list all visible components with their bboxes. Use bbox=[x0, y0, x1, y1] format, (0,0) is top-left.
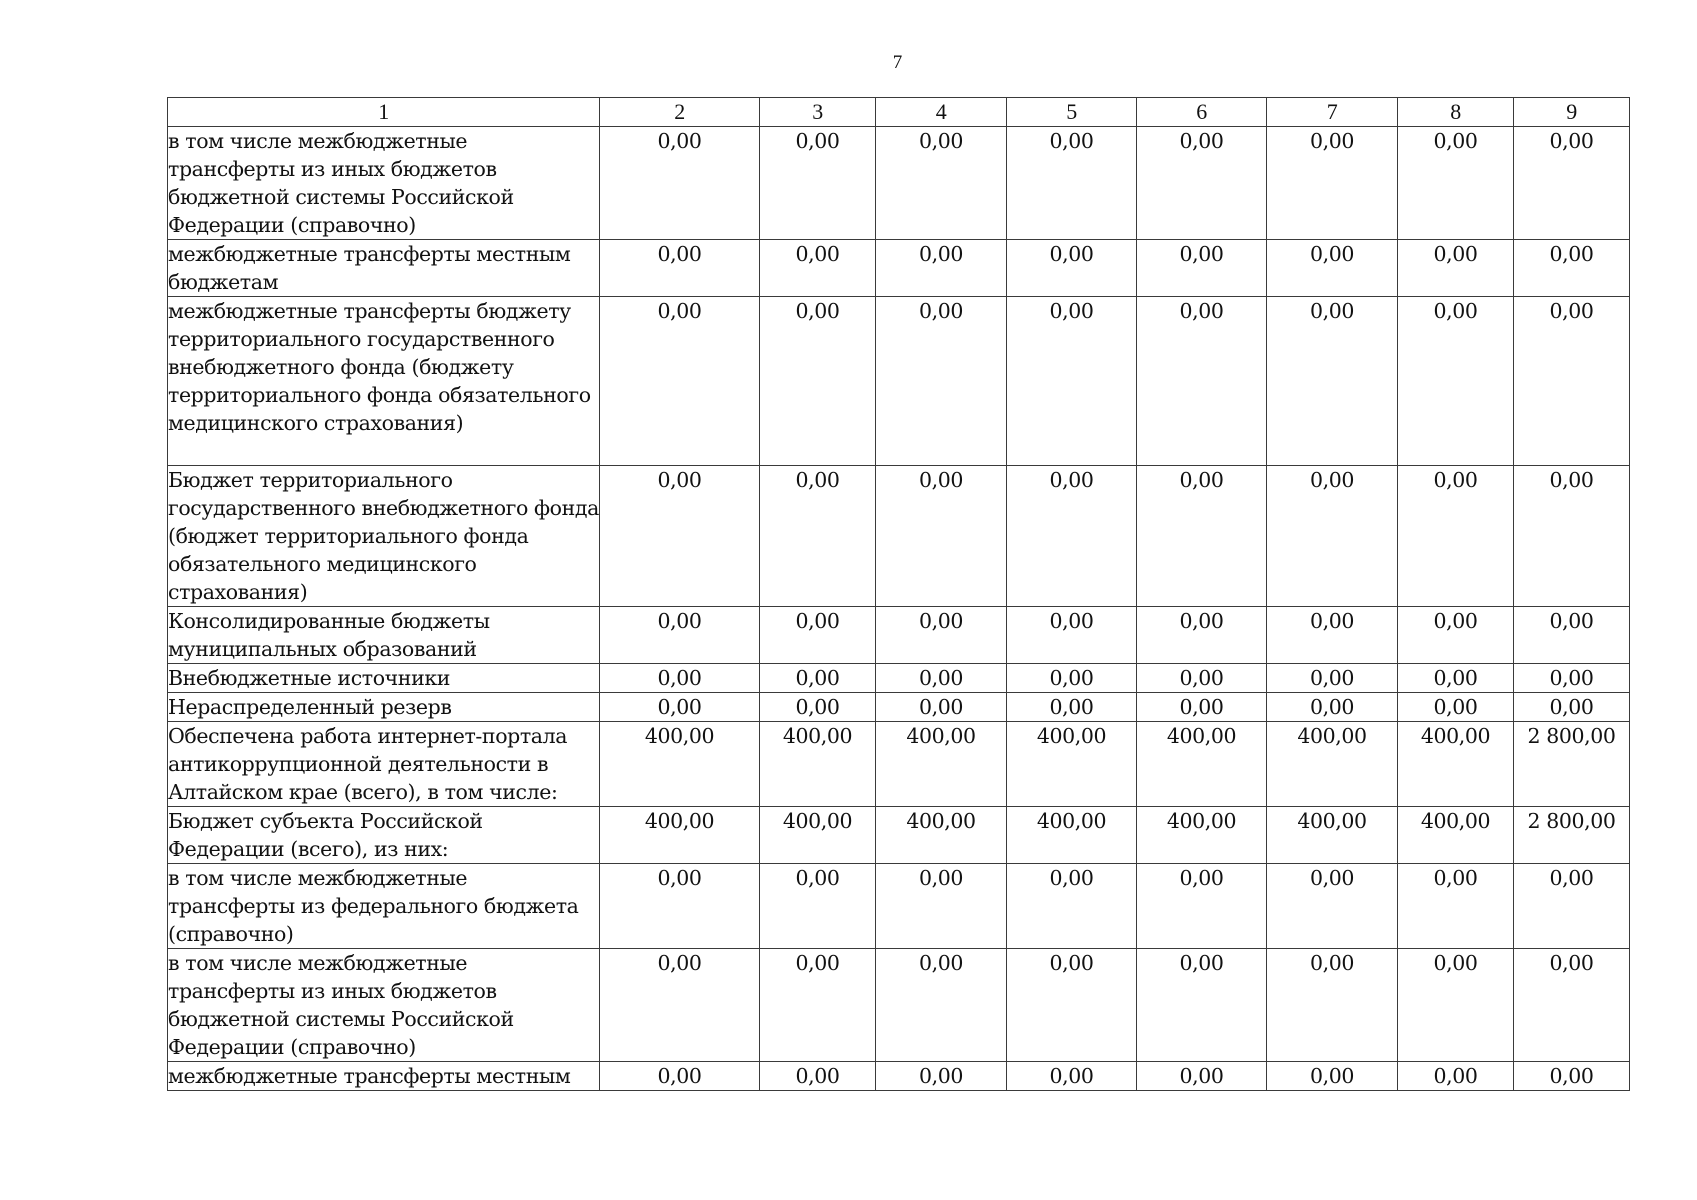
table-row bbox=[168, 297, 1630, 466]
value-cell: 0,00 bbox=[600, 607, 760, 664]
value-cell: 0,00 bbox=[1398, 240, 1514, 297]
value-cell: 400,00 bbox=[1137, 722, 1267, 807]
value-cell: 0,00 bbox=[1007, 664, 1137, 693]
value-cell: 0,00 bbox=[1007, 1062, 1137, 1091]
value-cell: 0,00 bbox=[1137, 1062, 1267, 1091]
table-row bbox=[168, 664, 1630, 693]
column-header: 7 bbox=[1267, 98, 1398, 127]
row-label: межбюджетные трансферты бюджету территориального государственного внебюджетного фонда (бюджету территориального фонда обязательного медицинского страхования) bbox=[168, 297, 600, 466]
row-label: межбюджетные трансферты местным бюджетам bbox=[168, 240, 600, 297]
value-cell: 0,00 bbox=[760, 240, 876, 297]
value-cell: 0,00 bbox=[1007, 607, 1137, 664]
value-cell: 0,00 bbox=[1514, 127, 1630, 240]
value-cell: 0,00 bbox=[760, 664, 876, 693]
value-cell: 0,00 bbox=[760, 297, 876, 466]
value-cell: 0,00 bbox=[1514, 240, 1630, 297]
value-cell: 0,00 bbox=[1267, 466, 1398, 607]
value-cell: 400,00 bbox=[1137, 807, 1267, 864]
table-row bbox=[168, 864, 1630, 949]
column-header: 4 bbox=[876, 98, 1007, 127]
value-cell: 0,00 bbox=[1007, 693, 1137, 722]
value-cell: 0,00 bbox=[1398, 949, 1514, 1062]
column-header: 9 bbox=[1514, 98, 1630, 127]
value-cell: 400,00 bbox=[876, 807, 1007, 864]
value-cell: 0,00 bbox=[876, 1062, 1007, 1091]
value-cell: 0,00 bbox=[1514, 664, 1630, 693]
page-number: 7 bbox=[892, 52, 903, 73]
value-cell: 0,00 bbox=[1514, 466, 1630, 607]
table-body bbox=[168, 127, 1630, 1091]
value-cell: 0,00 bbox=[760, 864, 876, 949]
value-cell: 0,00 bbox=[876, 607, 1007, 664]
value-cell: 0,00 bbox=[1267, 664, 1398, 693]
value-cell: 0,00 bbox=[1398, 693, 1514, 722]
value-cell: 0,00 bbox=[1398, 1062, 1514, 1091]
column-header: 3 bbox=[760, 98, 876, 127]
value-cell: 0,00 bbox=[1137, 297, 1267, 466]
row-label: межбюджетные трансферты местным bbox=[168, 1062, 600, 1091]
value-cell: 0,00 bbox=[1267, 693, 1398, 722]
value-cell: 0,00 bbox=[1398, 297, 1514, 466]
value-cell: 0,00 bbox=[1267, 240, 1398, 297]
value-cell: 0,00 bbox=[1137, 693, 1267, 722]
table-row bbox=[168, 693, 1630, 722]
value-cell: 400,00 bbox=[600, 722, 760, 807]
column-header: 6 bbox=[1137, 98, 1267, 127]
value-cell: 0,00 bbox=[1137, 240, 1267, 297]
value-cell: 400,00 bbox=[760, 722, 876, 807]
value-cell: 0,00 bbox=[760, 949, 876, 1062]
value-cell: 0,00 bbox=[1137, 664, 1267, 693]
value-cell: 0,00 bbox=[1267, 949, 1398, 1062]
row-label: Бюджет территориального государственного внебюджетного фонда (бюджет территориального фонда обязательного медицинского страхования) bbox=[168, 466, 600, 607]
table-row bbox=[168, 949, 1630, 1062]
value-cell: 0,00 bbox=[1137, 127, 1267, 240]
value-cell: 0,00 bbox=[600, 1062, 760, 1091]
value-cell: 0,00 bbox=[876, 466, 1007, 607]
value-cell: 0,00 bbox=[1007, 466, 1137, 607]
row-label: Консолидированные бюджеты муниципальных образований bbox=[168, 607, 600, 664]
table-row bbox=[168, 1062, 1630, 1091]
value-cell: 0,00 bbox=[1267, 297, 1398, 466]
value-cell: 0,00 bbox=[876, 693, 1007, 722]
table-row bbox=[168, 240, 1630, 297]
value-cell: 0,00 bbox=[760, 607, 876, 664]
value-cell: 0,00 bbox=[1007, 127, 1137, 240]
value-cell: 0,00 bbox=[1137, 466, 1267, 607]
value-cell: 400,00 bbox=[760, 807, 876, 864]
value-cell: 0,00 bbox=[876, 949, 1007, 1062]
value-cell: 0,00 bbox=[1514, 1062, 1630, 1091]
value-cell: 0,00 bbox=[760, 693, 876, 722]
value-cell: 0,00 bbox=[600, 864, 760, 949]
value-cell: 2 800,00 bbox=[1514, 722, 1630, 807]
row-label: Внебюджетные источники bbox=[168, 664, 600, 693]
row-label: Обеспечена работа интернет-портала антикоррупционной деятельности в Алтайском крае (всего), в том числе: bbox=[168, 722, 600, 807]
value-cell: 0,00 bbox=[1514, 297, 1630, 466]
value-cell: 0,00 bbox=[1267, 607, 1398, 664]
value-cell: 0,00 bbox=[1398, 664, 1514, 693]
value-cell: 400,00 bbox=[1007, 722, 1137, 807]
table-row bbox=[168, 127, 1630, 240]
value-cell: 0,00 bbox=[1398, 127, 1514, 240]
value-cell: 0,00 bbox=[1514, 864, 1630, 949]
value-cell: 400,00 bbox=[1398, 722, 1514, 807]
value-cell: 0,00 bbox=[1398, 864, 1514, 949]
value-cell: 0,00 bbox=[600, 297, 760, 466]
value-cell: 0,00 bbox=[1007, 949, 1137, 1062]
column-header: 2 bbox=[600, 98, 760, 127]
value-cell: 0,00 bbox=[600, 664, 760, 693]
row-label: Бюджет субъекта Российской Федерации (всего), из них: bbox=[168, 807, 600, 864]
value-cell: 0,00 bbox=[760, 1062, 876, 1091]
table-row bbox=[168, 607, 1630, 664]
value-cell: 0,00 bbox=[876, 664, 1007, 693]
value-cell: 0,00 bbox=[1137, 607, 1267, 664]
value-cell: 0,00 bbox=[1514, 693, 1630, 722]
value-cell: 0,00 bbox=[1007, 297, 1137, 466]
value-cell: 400,00 bbox=[1267, 722, 1398, 807]
table-row bbox=[168, 466, 1630, 607]
value-cell: 2 800,00 bbox=[1514, 807, 1630, 864]
value-cell: 400,00 bbox=[1398, 807, 1514, 864]
value-cell: 0,00 bbox=[876, 240, 1007, 297]
table-header-row bbox=[168, 98, 1630, 127]
table-row bbox=[168, 722, 1630, 807]
value-cell: 0,00 bbox=[760, 127, 876, 240]
value-cell: 0,00 bbox=[876, 127, 1007, 240]
value-cell: 0,00 bbox=[600, 240, 760, 297]
value-cell: 0,00 bbox=[1267, 1062, 1398, 1091]
value-cell: 400,00 bbox=[1267, 807, 1398, 864]
value-cell: 0,00 bbox=[1137, 864, 1267, 949]
row-label: в том числе межбюджетные трансферты из федерального бюджета (справочно) bbox=[168, 864, 600, 949]
value-cell: 0,00 bbox=[1267, 864, 1398, 949]
value-cell: 0,00 bbox=[1514, 949, 1630, 1062]
value-cell: 0,00 bbox=[600, 466, 760, 607]
value-cell: 0,00 bbox=[1267, 127, 1398, 240]
value-cell: 0,00 bbox=[1007, 240, 1137, 297]
value-cell: 0,00 bbox=[1398, 466, 1514, 607]
value-cell: 0,00 bbox=[1137, 949, 1267, 1062]
value-cell: 0,00 bbox=[1514, 607, 1630, 664]
value-cell: 0,00 bbox=[760, 466, 876, 607]
table-row bbox=[168, 807, 1630, 864]
value-cell: 0,00 bbox=[876, 297, 1007, 466]
value-cell: 400,00 bbox=[876, 722, 1007, 807]
column-header: 1 bbox=[168, 98, 600, 127]
value-cell: 0,00 bbox=[876, 864, 1007, 949]
value-cell: 0,00 bbox=[600, 693, 760, 722]
column-header: 8 bbox=[1398, 98, 1514, 127]
row-label: в том числе межбюджетные трансферты из иных бюджетов бюджетной системы Российской Федерации (справочно) bbox=[168, 127, 600, 240]
value-cell: 0,00 bbox=[600, 127, 760, 240]
value-cell: 0,00 bbox=[1398, 607, 1514, 664]
budget-table bbox=[167, 97, 1630, 1091]
value-cell: 0,00 bbox=[600, 949, 760, 1062]
row-label: в том числе межбюджетные трансферты из иных бюджетов бюджетной системы Российской Федерации (справочно) bbox=[168, 949, 600, 1062]
value-cell: 400,00 bbox=[600, 807, 760, 864]
value-cell: 400,00 bbox=[1007, 807, 1137, 864]
column-header: 5 bbox=[1007, 98, 1137, 127]
row-label: Нераспределенный резерв bbox=[168, 693, 600, 722]
value-cell: 0,00 bbox=[1007, 864, 1137, 949]
